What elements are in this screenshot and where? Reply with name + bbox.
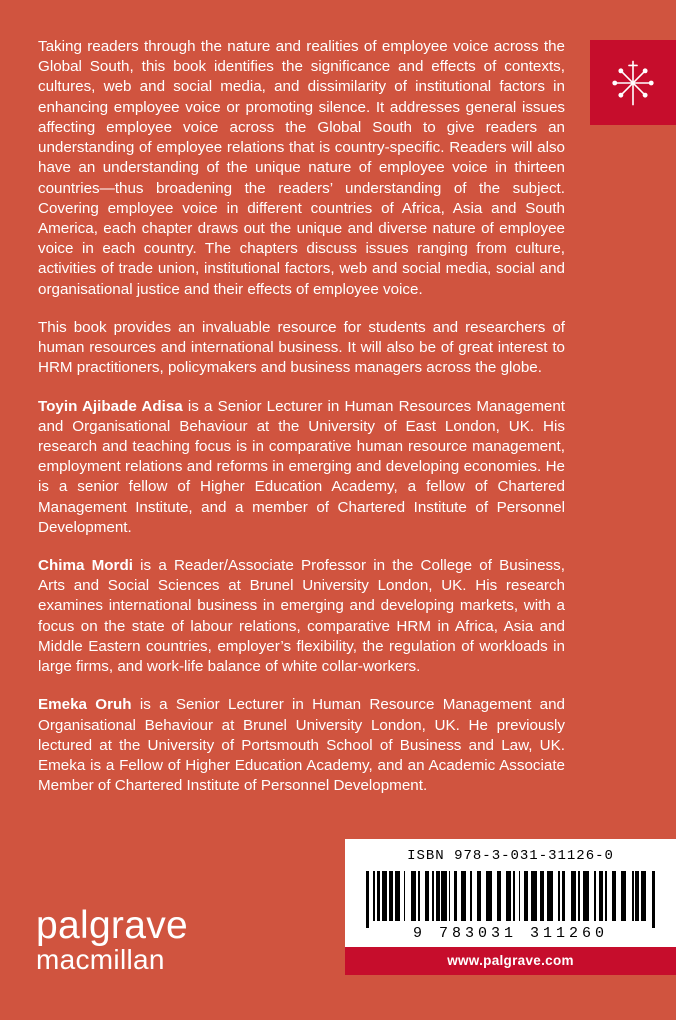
author-name-1: Toyin Ajibade Adisa [38, 397, 183, 415]
blurb-section [38, 37, 565, 814]
publisher-logotype [36, 906, 188, 976]
blurb-paragraph-2: This book provides an invaluable resource for students and researchers of human resources and international business. It will also be of great interest to HRM practitioners, policymakers and business managers across the globe. [38, 318, 565, 377]
barcode-bars [355, 871, 666, 921]
isbn-block [345, 839, 676, 975]
author-bio-3 [38, 695, 565, 796]
author-bio-1 [38, 397, 565, 539]
publisher-name-macmillan: macmillan [36, 944, 165, 976]
author-name-2: Chima Mordi [38, 557, 133, 575]
publisher-website: www.palgrave.com [345, 947, 676, 975]
blurb-paragraph-1: Taking readers through the nature and realities of employee voice across the Global South, this book identifies the significance and effects of contexts, cultures, web and social media, and dissimilarity of institutional factors in enhancing employee voice or promoting silence. It addresses general issues affecting employee voice across the Global South to give readers an understanding of employee relations that is country-specific. Readers will also have an understanding of the unique nature of employee voice in thirteen countries—thus broadening the readers’ understanding of the subject. Covering employee voice in different countries of Africa, Asia and South America, each chapter draws out the unique and diverse nature of employee voice in each country. The chapters discuss issues ranging from culture, activities of trade union, institutional factors, web and social media, social and organisational justice and their effects of employee voice. [38, 38, 565, 298]
author-bio-text-1: is a Senior Lecturer in Human Resources Management and Organisational Behaviour at the University of East London, UK. His research and teaching focus is in comparative human resource management, employment relations and reforms in emerging and developing economies. He is a senior fellow of Higher Education Academy, a fellow of Chartered Management Institute, and a member of Chartered Institute of Personnel Development. [38, 397, 565, 536]
author-bio-2 [38, 556, 565, 677]
author-bio-text-3: is a Senior Lecturer in Human Resource Management and Organisational Behaviour at Brunel University London, UK. He previously lectured at the University of Portsmouth School of Business and Law, UK. Emeka is a Fellow of Higher Education Academy, and an Academic Associate Member of Chartered Institute of Personnel Development. [38, 696, 565, 795]
author-name-3: Emeka Oruh [38, 696, 132, 714]
palgrave-snowflake-icon [604, 54, 662, 112]
isbn-digits: 9 783031 311260 [412, 925, 609, 942]
publisher-logo-box [590, 40, 676, 125]
isbn-label: ISBN 978-3-031-31126-0 [407, 848, 614, 864]
barcode-panel [345, 839, 676, 947]
author-bio-text-2: is a Reader/Associate Professor in the College of Business, Arts and Social Sciences at Brunel University London, UK. His research examines international business in emerging and developing markets, with a focus on the state of labour relations, comparative HRM in Africa, Asia and Middle Eastern countries, employer’s flexibility, the regulation of workloads in large firms, and work-life balance of white collar-workers. [38, 557, 565, 676]
publisher-name-palgrave: palgrave [36, 904, 189, 948]
